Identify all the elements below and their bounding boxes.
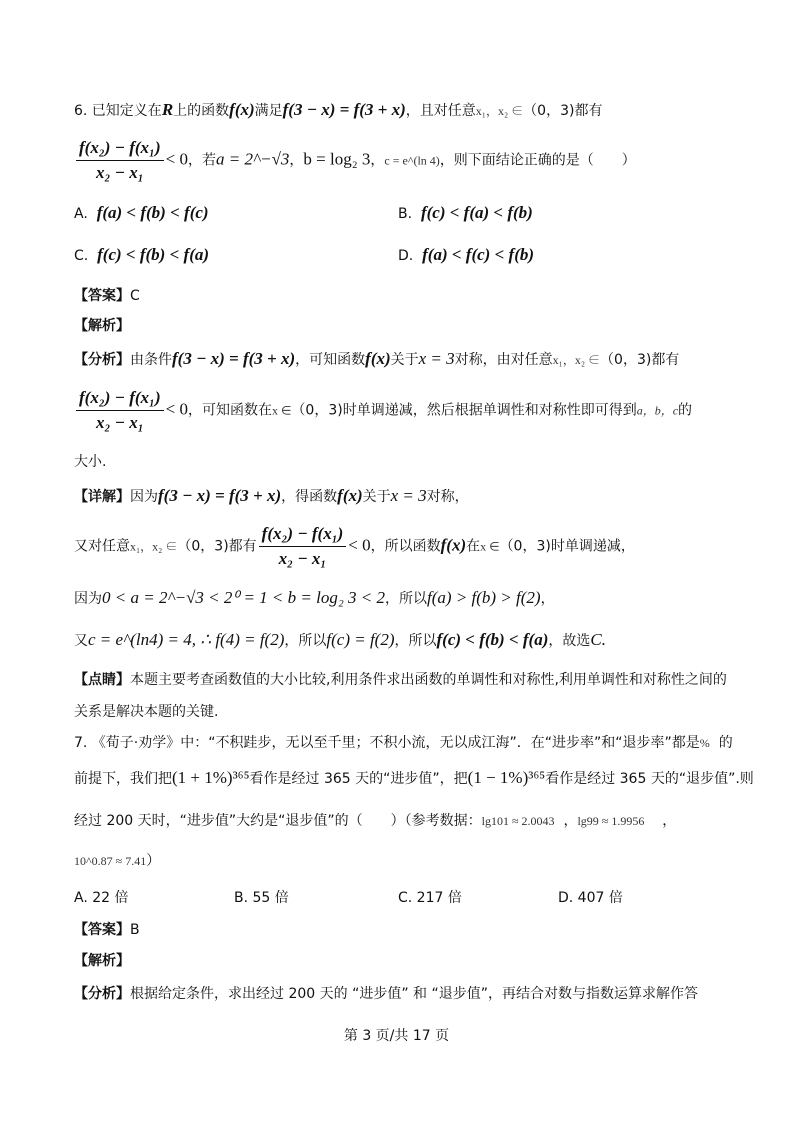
text: 对称，: [426, 489, 469, 505]
text: （0，3)都有: [177, 538, 257, 555]
math: < 0: [165, 399, 188, 419]
math: f(c) = f(2): [326, 630, 395, 649]
answer-tag: 【答案】: [74, 288, 130, 304]
text: （0，3)时单调递减，: [499, 538, 635, 555]
math: f(x): [440, 535, 467, 555]
text: ，: [662, 813, 677, 829]
q6-stem-text: 6. 已知定义在: [74, 103, 162, 119]
text: ，: [540, 591, 555, 607]
text: 的: [678, 402, 693, 419]
text: 对称，由对任意: [454, 352, 553, 368]
xiangjie-tag: 【详解】: [74, 489, 130, 505]
q6-fenxi-line3: [74, 451, 106, 471]
math: x = 3: [390, 486, 427, 505]
text: 在: [466, 538, 481, 555]
fraction-denominator: x₂ − x₁: [95, 163, 144, 182]
text: 关于: [390, 352, 419, 368]
q6-analysis-tag: [74, 315, 130, 335]
q6-stem-text: 上的函数: [173, 103, 230, 119]
text: 看作是经过 365 天的“退步值”.则: [545, 771, 754, 787]
math: x ∈: [480, 539, 500, 554]
xiangjie-fraction: [259, 524, 347, 569]
q6-answer: [74, 285, 140, 305]
q6-xiangjie-line2: [74, 524, 635, 569]
q6-stem-text: 满足: [254, 103, 283, 119]
fraction-denominator: x₂ − x₁: [95, 413, 144, 432]
fraction-numerator: f(x₂) − f(x₁): [76, 138, 164, 161]
text: 本题主要考查函数值的大小比较,利用条件求出函数的单调性和对称性,利用单调性和对称性之间的: [130, 672, 727, 688]
option-label: D.: [398, 248, 414, 264]
text: 经过 200 天时，“进步值”大约是“退步值”的（ ）（参考数据：: [74, 813, 482, 829]
math: f(3 − x) = f(3 + x): [158, 486, 282, 505]
text: 根据给定条件，求出经过 200 天的 “进步值” 和 “退步值”，再结合对数与指数运算求解作答: [130, 986, 698, 1002]
math-a-def: a = 2^−√3: [215, 149, 290, 169]
math: x₁，x₂ ∈: [130, 539, 178, 554]
math: 10^0.87 ≈ 7.41: [74, 854, 147, 868]
option-label: C.: [74, 248, 89, 264]
option-label: A.: [74, 206, 88, 222]
answer-tag: 【答案】: [74, 922, 130, 938]
q7-stem-line1: [74, 732, 733, 752]
math: %: [699, 736, 710, 750]
q6-xiangjie-line1: [74, 486, 469, 506]
math: f(3 − x) = f(3 + x): [172, 349, 296, 368]
comma: ，: [289, 152, 304, 169]
q7-option-a: A. 22 倍: [74, 890, 129, 906]
math: x ∈: [271, 403, 292, 418]
math-c-def: c = e^(ln 4): [384, 153, 440, 168]
text: ，故选: [548, 633, 591, 649]
option-math: f(a) < f(c) < f(b): [422, 245, 535, 264]
q6-stem-text: ，且对任意: [405, 103, 476, 119]
comma: ，: [370, 152, 385, 169]
q6-option-a: [74, 203, 209, 223]
q6-option-b: [398, 203, 533, 223]
set-r: R: [161, 100, 174, 119]
q7-stem-line3: [74, 810, 676, 830]
text: 由条件: [130, 352, 172, 368]
option-math: f(c) < f(a) < f(b): [420, 203, 533, 222]
fenxi-tag: 【分析】: [74, 986, 130, 1002]
text: 的: [718, 735, 733, 751]
text: 大小.: [74, 454, 107, 470]
text: 因为: [130, 489, 158, 505]
text: ，得函数: [281, 489, 338, 505]
q7-analysis-tag: [74, 950, 130, 970]
q6-fenxi-line1: [74, 349, 679, 369]
q7-answer: [74, 919, 140, 939]
text: 关系是解决本题的关键.: [74, 704, 219, 720]
fraction-denominator: x₂ − x₁: [278, 549, 327, 568]
math: f(a) > f(b) > f(2): [426, 588, 541, 607]
option-math: f(a) < f(b) < f(c): [96, 203, 209, 222]
text: ，可知函数在: [187, 402, 272, 419]
math: x₁，x₂ ∈: [552, 353, 601, 367]
math-fx: f(x): [229, 100, 255, 119]
q6-option-c: [74, 245, 209, 265]
math: x = 3: [418, 349, 455, 368]
fraction-numerator: f(x₂) − f(x₁): [259, 524, 347, 547]
q6-dianjing-line2: [74, 701, 218, 721]
fenxi-tag: 【分析】: [74, 352, 130, 368]
text: ，所以: [384, 591, 427, 607]
q7-stem-line2: [74, 768, 754, 788]
q6-interval: （0，3)都有: [523, 103, 603, 119]
text: ，所以: [284, 633, 327, 649]
math: lg101 ≈ 2.0043: [481, 814, 555, 828]
analysis-tag: 【解析】: [74, 953, 130, 969]
math-symmetry: f(3 − x) = f(3 + x): [282, 100, 406, 119]
text: 又对任意: [74, 538, 130, 555]
text: ，所以: [394, 633, 437, 649]
option-label: B.: [398, 206, 413, 222]
text: （0，3)时单调递减，然后根据单调性和对称性即可得到: [291, 402, 637, 419]
q7-option-c: C. 217 倍: [398, 890, 462, 906]
q6-option-d: [398, 245, 534, 265]
q6-fraction: [76, 138, 164, 183]
q7-option-d: D. 407 倍: [558, 890, 623, 906]
answer-value: B: [130, 922, 140, 938]
text: 又: [74, 633, 88, 649]
text: 关于: [362, 489, 391, 505]
math: c = e^(ln4) = 4, ∴ f(4) = f(2): [88, 630, 285, 649]
q7-fenxi: [74, 983, 698, 1003]
text: 看作是经过 365 天的“进步值”，把: [249, 771, 468, 787]
option-math: f(c) < f(b) < f(a): [97, 245, 210, 264]
math: f(x): [365, 349, 391, 368]
math-lt0: < 0: [165, 149, 188, 169]
dianjing-tag: 【点睛】: [74, 672, 130, 688]
q6-stem-text: ，若: [187, 152, 216, 169]
math: (1 − 1%)³⁶⁵: [467, 768, 546, 787]
answer-value: C: [130, 288, 140, 304]
math: (1 + 1%)³⁶⁵: [172, 768, 250, 787]
q7-stem-line4: [74, 850, 160, 870]
fenxi-fraction: [76, 388, 164, 433]
q6-xiangjie-line3: [74, 588, 555, 608]
fraction-numerator: f(x₂) − f(x₁): [76, 388, 164, 411]
q6-xiangjie-line4: [74, 630, 606, 650]
math-b-def: b = log₂ 3: [303, 149, 371, 169]
analysis-tag: 【解析】: [74, 318, 130, 334]
q7-option-b: B. 55 倍: [234, 890, 289, 906]
text: 7. 《荀子·劝学》中：“不积跬步，无以至千里；不积小流，无以成江海”．在“进步率”和“退步率”都是: [74, 735, 700, 751]
text: ，所以函数: [370, 538, 441, 555]
text: 前提下，我们把: [74, 771, 172, 787]
q6-stem-text: ，则下面结论正确的是（ ）: [439, 152, 636, 169]
math: a，b，c: [636, 403, 679, 418]
math: f(c) < f(b) < f(a): [436, 630, 549, 649]
math: lg99 ≈ 1.9956: [577, 814, 645, 828]
math-vars: x₁，x₂ ∈: [475, 104, 524, 118]
text: ）: [146, 853, 161, 869]
page-footer: 第 3 页/共 17 页: [343, 1028, 450, 1044]
text: （0，3)都有: [600, 352, 680, 368]
math: f(x): [337, 486, 363, 505]
q6-fenxi-line2: [74, 388, 692, 433]
math: < 0: [348, 535, 371, 555]
q6-dianjing-line1: [74, 669, 727, 689]
math: C.: [590, 630, 606, 649]
math: 0 < a = 2^−√3 < 2⁰ = 1 < b = log₂ 3 < 2: [102, 588, 385, 607]
q6-stem-line1: [74, 100, 602, 120]
text: ，可知函数: [295, 352, 366, 368]
text: 因为: [74, 591, 102, 607]
q6-stem-line2: [74, 138, 636, 183]
text: ，: [563, 813, 578, 829]
